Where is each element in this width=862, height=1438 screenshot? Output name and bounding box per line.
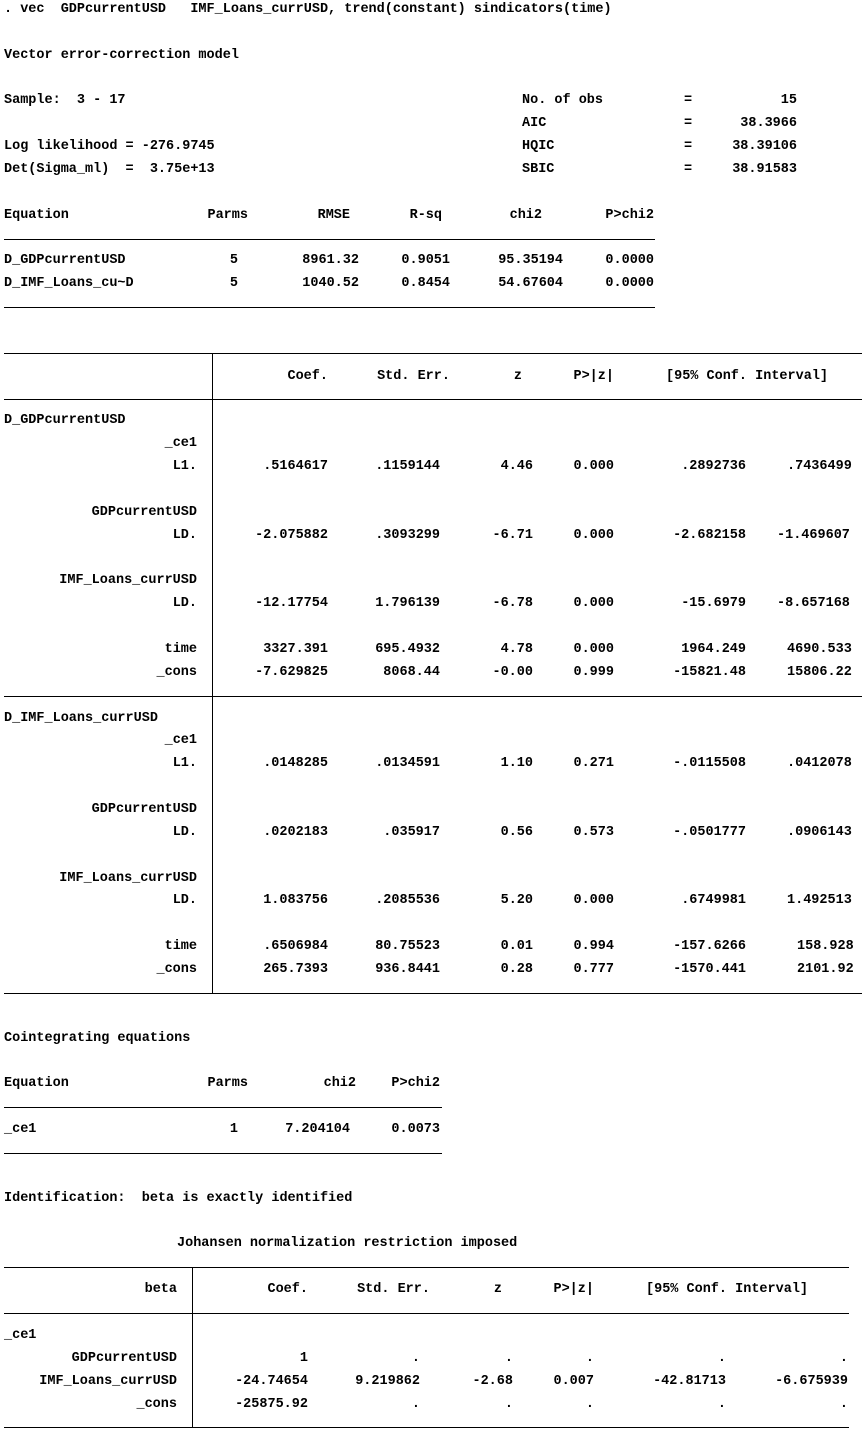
cell-se: .2085536: [375, 893, 440, 908]
coef-header: [95% Conf. Interval]: [666, 369, 829, 384]
divider: [4, 696, 862, 697]
cell-ci-high: 2101.92: [797, 962, 854, 977]
cell-p: .: [585, 1397, 594, 1412]
cell-se: .1159144: [375, 459, 440, 474]
beta-header: P>|z|: [553, 1282, 594, 1297]
cell-se: 1.796139: [375, 596, 440, 611]
divider: [4, 1153, 442, 1154]
cell-ci-high: 4690.533: [787, 642, 852, 657]
divider: [4, 239, 655, 240]
cell-coef: 1.083756: [263, 893, 328, 908]
stub-separator: [212, 353, 213, 993]
cell-se: .: [411, 1351, 420, 1366]
loglik-text: Log likelihood = -276.9745: [4, 139, 215, 154]
cell-ci-low: -2.682158: [673, 528, 746, 543]
eq-name: D_GDPcurrentUSD: [4, 253, 126, 268]
cell-ci-high: 1.492513: [787, 893, 852, 908]
row-label: _cons: [136, 1397, 177, 1412]
coint-title: Cointegrating equations: [4, 1031, 191, 1046]
divider: [4, 1313, 849, 1314]
sample-text: Sample: 3 - 17: [4, 93, 126, 108]
cell-ci-high: 158.928: [797, 939, 854, 954]
group-name: _ce1: [4, 1328, 37, 1343]
coint-header-parms: Parms: [207, 1076, 248, 1091]
cell-ci-high: .0412078: [787, 756, 852, 771]
eq-header-rmse: RMSE: [317, 208, 350, 223]
coint-parms: 1: [229, 1122, 238, 1137]
stub-separator: [192, 1267, 193, 1427]
cell-se: .: [411, 1397, 420, 1412]
cell-ci-low: -42.81713: [653, 1374, 726, 1389]
cell-coef: -2.075882: [255, 528, 328, 543]
cell-z: -6.71: [492, 528, 533, 543]
row-label: LD.: [172, 825, 197, 840]
eq-rmse: 8961.32: [302, 253, 359, 268]
cell-ci-low: -15.6979: [681, 596, 746, 611]
cell-p: 0.000: [573, 459, 614, 474]
cell-ci-low: -157.6266: [673, 939, 746, 954]
cell-z: 4.78: [500, 642, 533, 657]
eq-pchi2: 0.0000: [605, 253, 654, 268]
cell-ci-low: 1964.249: [681, 642, 746, 657]
row-label: L1.: [172, 756, 197, 771]
stat-value: 15: [780, 93, 797, 108]
cell-coef: .5164617: [263, 459, 328, 474]
group-name: _ce1: [164, 436, 197, 451]
cell-ci-high: -6.675939: [775, 1374, 848, 1389]
cell-ci-high: .7436499: [787, 459, 852, 474]
eq-header-parms: Parms: [207, 208, 248, 223]
stat-eq: =: [684, 162, 693, 177]
stat-value: 38.91583: [732, 162, 797, 177]
coef-header: P>|z|: [573, 369, 614, 384]
eq-parms: 5: [229, 276, 238, 291]
divider: [4, 307, 655, 308]
group-name: IMF_Loans_currUSD: [59, 573, 197, 588]
coint-header-pchi2: P>chi2: [391, 1076, 440, 1091]
beta-stub-header: beta: [144, 1282, 177, 1297]
eq-name: D_IMF_Loans_cu~D: [4, 276, 134, 291]
cell-coef: .6506984: [263, 939, 328, 954]
eq-header-equation: Equation: [4, 208, 69, 223]
divider: [4, 993, 862, 994]
row-label: LD.: [172, 893, 197, 908]
row-label: LD.: [172, 528, 197, 543]
stat-value: 38.39106: [732, 139, 797, 154]
beta-header: z: [493, 1282, 502, 1297]
coef-header: Std. Err.: [377, 369, 450, 384]
cell-z: .: [504, 1397, 513, 1412]
cell-z: .: [504, 1351, 513, 1366]
cell-z: 5.20: [500, 893, 533, 908]
cell-se: 80.75523: [375, 939, 440, 954]
cell-p: 0.573: [573, 825, 614, 840]
cell-coef: 265.7393: [263, 962, 328, 977]
divider: [4, 1427, 849, 1428]
group-name: IMF_Loans_currUSD: [59, 871, 197, 886]
cell-p: 0.000: [573, 642, 614, 657]
cell-p: 0.000: [573, 893, 614, 908]
row-label: LD.: [172, 596, 197, 611]
cell-ci-low: -.0115508: [673, 756, 746, 771]
stat-eq: =: [684, 139, 693, 154]
beta-header: Coef.: [267, 1282, 308, 1297]
cell-coef: -7.629825: [255, 665, 328, 680]
cell-p: 0.000: [573, 528, 614, 543]
cell-ci-high: 15806.22: [787, 665, 852, 680]
cell-p: 0.007: [553, 1374, 594, 1389]
eq-chi2: 95.35194: [498, 253, 563, 268]
cell-ci-high: -1.469607: [777, 528, 850, 543]
cell-ci-high: .: [839, 1397, 848, 1412]
stat-eq: =: [684, 116, 693, 131]
stat-label: HQIC: [522, 139, 555, 154]
coint-chi2: 7.204104: [285, 1122, 350, 1137]
row-label: time: [164, 642, 197, 657]
row-label: IMF_Loans_currUSD: [39, 1374, 177, 1389]
johansen-text: Johansen normalization restriction imposed: [177, 1236, 518, 1251]
group-name: GDPcurrentUSD: [91, 802, 197, 817]
cell-z: 0.28: [500, 962, 533, 977]
beta-header: Std. Err.: [357, 1282, 430, 1297]
cell-coef: 3327.391: [263, 642, 328, 657]
coint-pchi2: 0.0073: [391, 1122, 440, 1137]
cell-ci-high: .: [839, 1351, 848, 1366]
cell-coef: -24.74654: [235, 1374, 308, 1389]
cell-z: 4.46: [500, 459, 533, 474]
cell-se: .0134591: [375, 756, 440, 771]
cell-p: 0.000: [573, 596, 614, 611]
block-equation: D_IMF_Loans_currUSD: [4, 711, 158, 726]
eq-rsq: 0.9051: [401, 253, 450, 268]
stat-label: No. of obs: [522, 93, 604, 108]
cell-p: .: [585, 1351, 594, 1366]
cell-ci-high: -8.657168: [777, 596, 850, 611]
detsigma-text: Det(Sigma_ml) = 3.75e+13: [4, 162, 215, 177]
cell-z: 0.01: [500, 939, 533, 954]
cell-se: .3093299: [375, 528, 440, 543]
stat-eq: =: [684, 93, 693, 108]
cell-se: 9.219862: [355, 1374, 420, 1389]
cell-z: 1.10: [500, 756, 533, 771]
cell-coef: -25875.92: [235, 1397, 308, 1412]
cell-z: 0.56: [500, 825, 533, 840]
row-label: _cons: [156, 665, 197, 680]
coint-header-chi2: chi2: [323, 1076, 356, 1091]
stat-label: AIC: [522, 116, 547, 131]
group-name: _ce1: [164, 733, 197, 748]
row-label: _cons: [156, 962, 197, 977]
cell-z: -2.68: [472, 1374, 513, 1389]
cell-p: 0.994: [573, 939, 614, 954]
cell-p: 0.777: [573, 962, 614, 977]
cell-p: 0.271: [573, 756, 614, 771]
cell-coef: -12.17754: [255, 596, 328, 611]
cell-se: 695.4932: [375, 642, 440, 657]
group-name: GDPcurrentUSD: [91, 505, 197, 520]
coef-header: Coef.: [287, 369, 328, 384]
cell-z: -0.00: [492, 665, 533, 680]
divider: [4, 1267, 849, 1268]
cell-se: 936.8441: [375, 962, 440, 977]
model-title: Vector error-correction model: [4, 48, 239, 63]
eq-parms: 5: [229, 253, 238, 268]
cell-coef: .0148285: [263, 756, 328, 771]
beta-header: [95% Conf. Interval]: [646, 1282, 809, 1297]
block-equation: D_GDPcurrentUSD: [4, 413, 126, 428]
row-label: time: [164, 939, 197, 954]
row-label: GDPcurrentUSD: [71, 1351, 177, 1366]
cell-ci-low: -15821.48: [673, 665, 746, 680]
coint-header-equation: Equation: [4, 1076, 69, 1091]
cell-se: 8068.44: [383, 665, 440, 680]
coef-header: z: [513, 369, 522, 384]
eq-chi2: 54.67604: [498, 276, 563, 291]
cell-ci-low: .6749981: [681, 893, 746, 908]
stat-value: 38.3966: [740, 116, 797, 131]
command-line: . vec GDPcurrentUSD IMF_Loans_currUSD, trend(constant) sindicators(time): [4, 2, 612, 17]
row-label: L1.: [172, 459, 197, 474]
cell-ci-low: .2892736: [681, 459, 746, 474]
identification-text: Identification: beta is exactly identified: [4, 1191, 353, 1206]
stat-label: SBIC: [522, 162, 555, 177]
eq-rsq: 0.8454: [401, 276, 450, 291]
cell-coef: 1: [299, 1351, 308, 1366]
cell-ci-low: -1570.441: [673, 962, 746, 977]
eq-header-rsq: R-sq: [409, 208, 442, 223]
eq-header-pchi2: P>chi2: [605, 208, 654, 223]
cell-z: -6.78: [492, 596, 533, 611]
divider: [4, 353, 862, 354]
coint-eq: _ce1: [4, 1122, 37, 1137]
cell-p: 0.999: [573, 665, 614, 680]
eq-rmse: 1040.52: [302, 276, 359, 291]
eq-header-chi2: chi2: [509, 208, 542, 223]
divider: [4, 1107, 442, 1108]
cell-coef: .0202183: [263, 825, 328, 840]
cell-ci-low: -.0501777: [673, 825, 746, 840]
cell-ci-low: .: [717, 1397, 726, 1412]
divider: [4, 399, 862, 400]
cell-se: .035917: [383, 825, 440, 840]
cell-ci-high: .0906143: [787, 825, 852, 840]
cell-ci-low: .: [717, 1351, 726, 1366]
eq-pchi2: 0.0000: [605, 276, 654, 291]
